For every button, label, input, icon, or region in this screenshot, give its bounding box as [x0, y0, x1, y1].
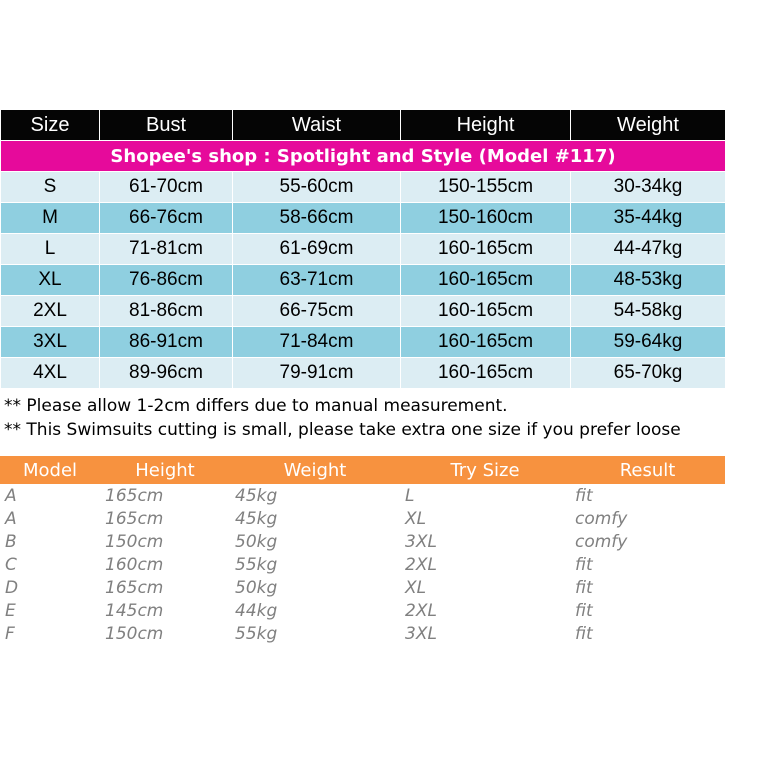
cell-weight: 59-64kg	[571, 327, 726, 358]
cell-height: 165cm	[105, 508, 164, 529]
cell-bust: 71-81cm	[100, 234, 233, 265]
table-row	[1, 265, 726, 296]
cell-try-size: 2XL	[405, 600, 437, 621]
cell-bust: 86-91cm	[100, 327, 233, 358]
cell-waist: 55-60cm	[233, 172, 401, 203]
cell-weight: 44-47kg	[571, 234, 726, 265]
cell-size: 2XL	[1, 296, 100, 327]
cell-weight: 45kg	[235, 508, 278, 529]
table-row	[1, 234, 726, 265]
cell-size: 3XL	[1, 327, 100, 358]
cell-model: F	[5, 623, 15, 644]
shop-title-row	[1, 141, 726, 172]
note-measurement: ** Please allow 1-2cm differs due to manual measurement.	[4, 396, 508, 416]
cell-height: 160-165cm	[401, 327, 571, 358]
cell-height: 160-165cm	[401, 358, 571, 389]
cell-height: 145cm	[105, 600, 164, 621]
cell-height: 165cm	[105, 577, 164, 598]
cell-weight: 45kg	[235, 485, 278, 506]
cell-bust: 81-86cm	[100, 296, 233, 327]
cell-result: fit	[575, 485, 593, 506]
cell-weight: 55kg	[235, 554, 278, 575]
header-waist: Waist	[233, 110, 401, 141]
header-weight: Weight	[230, 456, 400, 484]
cell-weight: 50kg	[235, 577, 278, 598]
cell-weight: 35-44kg	[571, 203, 726, 234]
header-size: Size	[1, 110, 100, 141]
cell-try-size: 2XL	[405, 554, 437, 575]
try-size-header-row	[0, 456, 725, 484]
cell-result: comfy	[575, 531, 628, 552]
size-chart-table	[0, 109, 726, 389]
cell-model: A	[5, 508, 17, 529]
table-row	[1, 203, 726, 234]
cell-result: fit	[575, 554, 593, 575]
cell-waist: 63-71cm	[233, 265, 401, 296]
cell-waist: 66-75cm	[233, 296, 401, 327]
table-row	[1, 296, 726, 327]
table-row	[1, 172, 726, 203]
cell-height: 160cm	[105, 554, 164, 575]
cell-waist: 79-91cm	[233, 358, 401, 389]
cell-size: 4XL	[1, 358, 100, 389]
cell-try-size: 3XL	[405, 623, 437, 644]
cell-weight: 54-58kg	[571, 296, 726, 327]
cell-height: 160-165cm	[401, 234, 571, 265]
table-row	[0, 576, 725, 599]
cell-try-size: XL	[405, 577, 427, 598]
table-row	[0, 530, 725, 553]
table-row	[0, 484, 725, 507]
cell-weight: 30-34kg	[571, 172, 726, 203]
cell-result: fit	[575, 577, 593, 598]
cell-height: 150cm	[105, 531, 164, 552]
cell-result: fit	[575, 623, 593, 644]
header-height: Height	[401, 110, 571, 141]
header-height: Height	[100, 456, 230, 484]
header-bust: Bust	[100, 110, 233, 141]
cell-result: fit	[575, 600, 593, 621]
cell-model: A	[5, 485, 17, 506]
cell-weight: 55kg	[235, 623, 278, 644]
cell-height: 160-165cm	[401, 296, 571, 327]
note-size-advice: ** This Swimsuits cutting is small, please take extra one size if you prefer loose	[4, 420, 681, 440]
try-size-table	[0, 456, 725, 645]
table-row	[0, 553, 725, 576]
cell-weight: 65-70kg	[571, 358, 726, 389]
cell-size: S	[1, 172, 100, 203]
table-row	[1, 327, 726, 358]
table-row	[0, 507, 725, 530]
size-chart-header-row	[1, 110, 726, 141]
cell-bust: 66-76cm	[100, 203, 233, 234]
cell-try-size: L	[405, 485, 415, 506]
table-row	[0, 622, 725, 645]
header-model: Model	[0, 456, 100, 484]
header-try-size: Try Size	[400, 456, 570, 484]
cell-size: M	[1, 203, 100, 234]
shop-title: Shopee's shop : Spotlight and Style (Model #117)	[1, 141, 726, 172]
cell-bust: 76-86cm	[100, 265, 233, 296]
cell-try-size: XL	[405, 508, 427, 529]
cell-height: 150-155cm	[401, 172, 571, 203]
cell-height: 150cm	[105, 623, 164, 644]
cell-model: C	[5, 554, 17, 575]
table-row	[0, 599, 725, 622]
cell-height: 150-160cm	[401, 203, 571, 234]
cell-try-size: 3XL	[405, 531, 437, 552]
cell-waist: 71-84cm	[233, 327, 401, 358]
cell-weight: 48-53kg	[571, 265, 726, 296]
cell-size: XL	[1, 265, 100, 296]
cell-weight: 50kg	[235, 531, 278, 552]
cell-bust: 89-96cm	[100, 358, 233, 389]
cell-waist: 61-69cm	[233, 234, 401, 265]
table-row	[1, 358, 726, 389]
cell-height: 165cm	[105, 485, 164, 506]
header-result: Result	[570, 456, 725, 484]
cell-height: 160-165cm	[401, 265, 571, 296]
cell-model: B	[5, 531, 17, 552]
cell-model: E	[5, 600, 16, 621]
cell-bust: 61-70cm	[100, 172, 233, 203]
cell-waist: 58-66cm	[233, 203, 401, 234]
header-weight: Weight	[571, 110, 726, 141]
cell-size: L	[1, 234, 100, 265]
cell-result: comfy	[575, 508, 628, 529]
cell-model: D	[5, 577, 19, 598]
cell-weight: 44kg	[235, 600, 278, 621]
